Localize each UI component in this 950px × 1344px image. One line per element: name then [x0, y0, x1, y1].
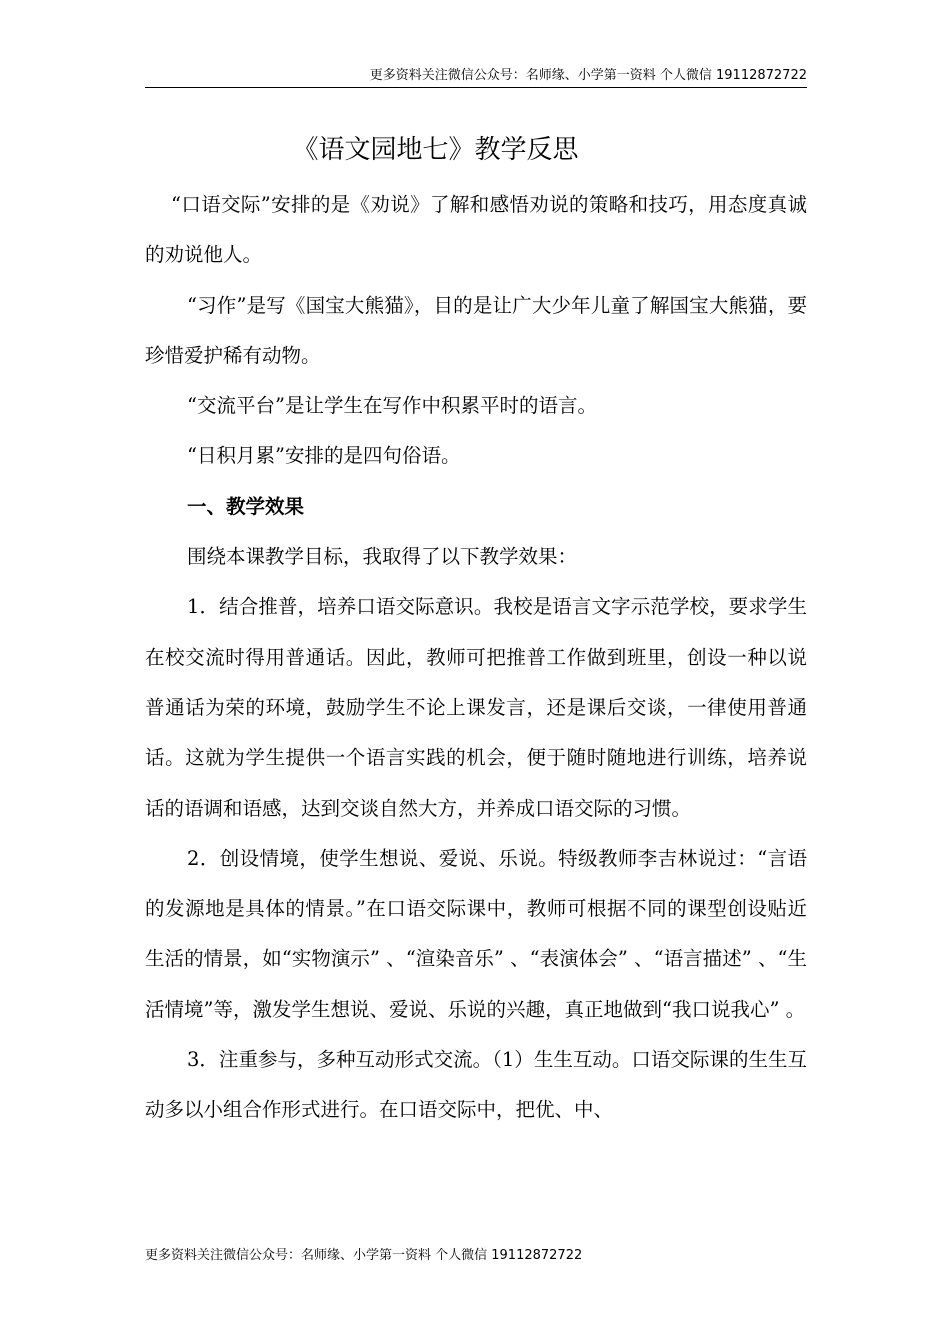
section-heading-teaching-effect: 一、教学效果: [187, 494, 305, 518]
paragraph-point-1: 1．结合推普，培养口语交际意识。我校是语言文字示范学校，要求学生在校交流时得用普通话。因此，教师可把推普工作做到班里，创设一种以说普通话为荣的环境，鼓励学生不论上课发言，还是课后交谈，一律使用普通话。这就为学生提供一个语言实践的机会，便于随时随地进行训练，培养说话的语调和语感，达到交谈自然大方，并养成口语交际的习惯。: [145, 595, 807, 820]
paragraph-daily-accumulation: “日积月累”安排的是四句俗语。: [187, 444, 461, 468]
paragraph-point-2: 2．创设情境，使学生想说、爱说、乐说。特级教师李吉林说过：“言语的发源地是具体的情景。”在口语交际课中，教师可根据不同的课型创设贴近生活的情景，如“实物演示” 、“渲染音乐” 、“表演体会” 、“语言描述” 、“生活情境”等，激发学生想说、爱说、乐说的兴趣，真正地做到“我口说我心” 。: [145, 846, 807, 1021]
paragraph-point-3: 3．注重参与，多种互动形式交流。（1）生生互动。口语交际课的生生互动多以小组合作形式进行。在口语交际中，把优、中、: [145, 1048, 807, 1122]
page-header: 更多资料关注微信公众号：名师缘、小学第一资料 个人微信 19112872722: [369, 68, 807, 83]
paragraph-intro: 围绕本课教学目标，我取得了以下教学效果：: [187, 545, 578, 569]
paragraph-exchange-platform: “交流平台”是让学生在写作中积累平时的语言。: [187, 394, 597, 418]
paragraph-oral-communication: “口语交际”安排的是《劝说》了解和感悟劝说的策略和技巧，用态度真诚的劝说他人。: [145, 193, 807, 267]
document-body: [145, 180, 807, 1136]
document-title: 《语文园地七》教学反思: [292, 135, 579, 165]
page-footer: 更多资料关注微信公众号：名师缘、小学第一资料 个人微信 19112872722: [145, 1248, 583, 1263]
paragraph-writing: “习作”是写《国宝大熊猫》，目的是让广大少年儿童了解国宝大熊猫，要珍惜爱护稀有动物。: [145, 293, 807, 367]
header-divider: [145, 87, 807, 88]
